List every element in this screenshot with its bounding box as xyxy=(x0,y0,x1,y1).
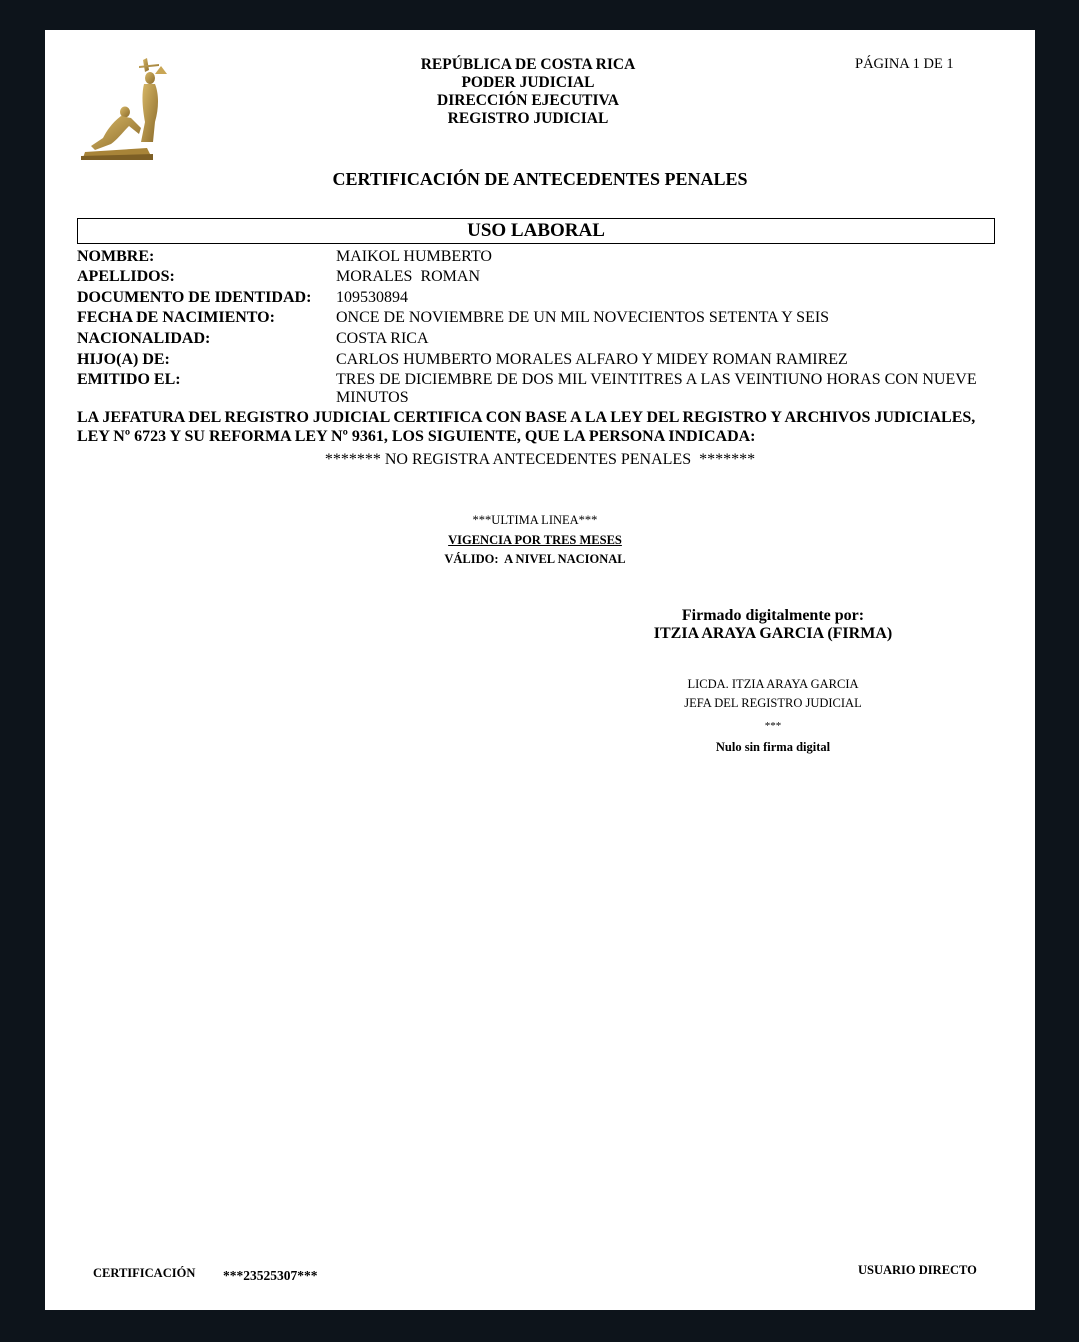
signer-name: ITZIA ARAYA GARCIA (FIRMA) xyxy=(653,625,893,642)
field-label-hijo-de: HIJO(A) DE: xyxy=(77,351,170,368)
certificate-title: CERTIFICACIÓN DE ANTECEDENTES PENALES xyxy=(332,169,748,189)
field-value-apellidos: MORALES ROMAN xyxy=(336,268,481,285)
document-page xyxy=(45,30,1035,1310)
field-value-documento: 109530894 xyxy=(336,289,408,306)
signatory-position: JEFA DEL REGISTRO JUDICIAL xyxy=(684,696,862,710)
validity-scope: VÁLIDO: A NIVEL NACIONAL xyxy=(444,552,626,566)
result-line: ******* NO REGISTRA ANTECEDENTES PENALES ******* xyxy=(324,451,756,468)
last-line-marker: ***ULTIMA LINEA*** xyxy=(472,513,598,527)
header-line-country: REPÚBLICA DE COSTA RICA xyxy=(420,56,636,73)
signatory-name: LICDA. ITZIA ARAYA GARCIA xyxy=(687,677,859,691)
field-label-emitido: EMITIDO EL: xyxy=(77,371,181,388)
header-line-branch: PODER JUDICIAL xyxy=(461,74,595,91)
field-value-nacimiento: ONCE DE NOVIEMBRE DE UN MIL NOVECIENTOS SETENTA Y SEIS xyxy=(336,309,830,326)
header-line-direction: DIRECCIÓN EJECUTIVA xyxy=(437,92,619,109)
footer-cert-label: CERTIFICACIÓN xyxy=(93,1266,196,1280)
justice-statue-icon xyxy=(81,56,173,160)
institution-header xyxy=(345,56,711,128)
field-label-nombre: NOMBRE: xyxy=(77,248,155,265)
legal-statement: LA JEFATURA DEL REGISTRO JUDICIAL CERTIFICA CON BASE A LA LEY DEL REGISTRO Y ARCHIVOS JUDICIALES, LEY Nº 6723 Y SU REFORMA LEY Nº 9361, LOS SIGUIENTE, QUE LA PERSONA INDICADA: xyxy=(77,409,976,445)
footer-user-type: USUARIO DIRECTO xyxy=(858,1263,977,1277)
signature-note: Nulo sin firma digital xyxy=(715,740,831,754)
field-label-nacionalidad: NACIONALIDAD: xyxy=(77,330,211,347)
field-value-nombre: MAIKOL HUMBERTO xyxy=(336,248,492,265)
validity-period: VIGENCIA POR TRES MESES xyxy=(448,533,622,547)
field-value-hijo-de: CARLOS HUMBERTO MORALES ALFARO Y MIDEY ROMAN RAMIREZ xyxy=(336,351,848,368)
field-label-nacimiento: FECHA DE NACIMIENTO: xyxy=(77,309,275,326)
signed-by-label: Firmado digitalmente por: xyxy=(681,607,865,624)
field-label-documento: DOCUMENTO DE IDENTIDAD: xyxy=(77,289,312,306)
page-number: PÁGINA 1 DE 1 xyxy=(855,56,954,72)
usage-box: USO LABORAL xyxy=(77,218,995,244)
signature-separator: *** xyxy=(764,720,782,732)
header-line-registry: REGISTRO JUDICIAL xyxy=(447,110,609,127)
field-value-nacionalidad: COSTA RICA xyxy=(336,330,429,347)
footer-cert-number: ***23525307*** xyxy=(223,1268,318,1283)
field-label-apellidos: APELLIDOS: xyxy=(77,268,175,285)
field-value-emitido: TRES DE DICIEMBRE DE DOS MIL VEINTITRES A LAS VEINTIUNO HORAS CON NUEVE MINUTOS xyxy=(336,371,977,406)
digital-signature-block xyxy=(623,607,923,643)
